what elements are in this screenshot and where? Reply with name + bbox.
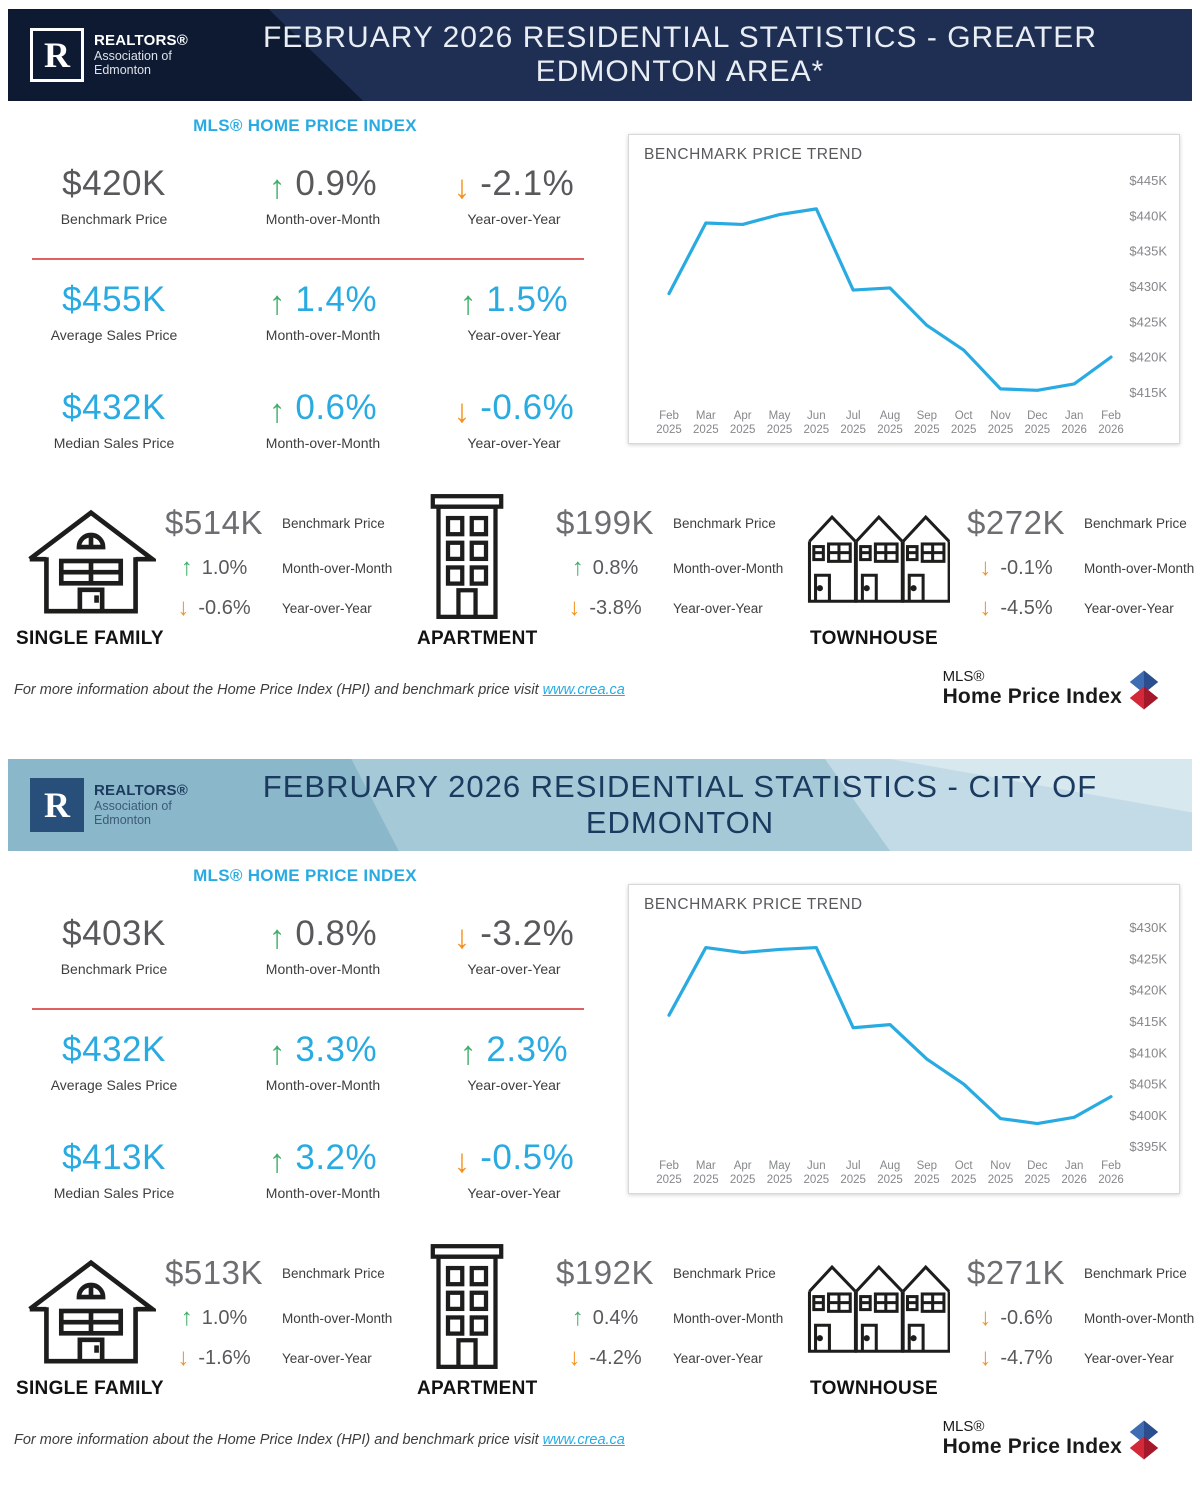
property-mom-value: 0.4%: [592, 1306, 639, 1329]
yoy-value: -2.1%: [480, 164, 575, 203]
benchmark-trend-line-chart: [629, 885, 1179, 1193]
svg-text:Feb: Feb: [1101, 1160, 1121, 1172]
crea-link[interactable]: www.crea.ca: [542, 682, 625, 698]
svg-text:2025: 2025: [1024, 424, 1051, 436]
hpi-stats-block: [0, 114, 610, 464]
property-name: TOWNHOUSE: [810, 628, 938, 649]
property-yoy-label: Year-over-Year: [673, 600, 763, 616]
mom-label: Month-over-Month: [265, 327, 381, 343]
svg-text:Jan: Jan: [1064, 1160, 1084, 1172]
svg-text:$410K: $410K: [1129, 1045, 1167, 1061]
property-yoy-label: Year-over-Year: [1084, 600, 1174, 616]
mom-label: Month-over-Month: [265, 1185, 381, 1201]
svg-text:$430K: $430K: [1129, 920, 1167, 936]
up-arrow-icon: ↑: [268, 917, 286, 955]
mls-hpi-logo-bottom: Home Price Index: [942, 685, 1122, 708]
realtors-r-icon: R: [30, 778, 84, 832]
page-title: FEBRUARY 2026 RESIDENTIAL STATISTICS - GREATER EDMONTON AREA*: [263, 21, 1097, 88]
svg-text:2026: 2026: [1098, 1174, 1124, 1186]
property-name: TOWNHOUSE: [810, 1378, 938, 1399]
section-city-of-edmonton: [0, 750, 1200, 1500]
svg-text:$420K: $420K: [1129, 982, 1167, 998]
benchmark-price-label: Benchmark Price: [60, 211, 168, 227]
stat-row-benchmark: [0, 164, 610, 227]
property-single-family: [14, 482, 406, 657]
svg-text:2025: 2025: [877, 424, 903, 436]
average-price-label: Average Sales Price: [50, 1077, 178, 1093]
svg-text:2026: 2026: [1061, 1174, 1087, 1186]
svg-text:Sep: Sep: [916, 410, 938, 422]
svg-text:2025: 2025: [877, 1174, 903, 1186]
svg-text:2025: 2025: [987, 1174, 1014, 1186]
svg-text:Feb: Feb: [1101, 410, 1121, 422]
svg-text:Sep: Sep: [916, 1160, 938, 1172]
property-yoy-value: -1.6%: [198, 1346, 251, 1369]
mom-value: 0.6%: [295, 388, 378, 427]
median-price-value: $432K: [62, 388, 166, 427]
yoy-value: -0.6%: [480, 388, 575, 427]
townhouse-row-icon: [806, 1260, 950, 1354]
svg-text:Feb: Feb: [659, 1160, 679, 1172]
property-price: $271K: [967, 1254, 1065, 1291]
mls-hpi-diamond-mark-icon: [1128, 1418, 1160, 1462]
svg-text:Nov: Nov: [990, 1160, 1011, 1172]
svg-text:Feb: Feb: [659, 410, 679, 422]
property-name: SINGLE FAMILY: [16, 628, 164, 649]
mom-value: 0.8%: [295, 914, 378, 953]
realtors-r-icon: R: [30, 28, 84, 82]
svg-text:2025: 2025: [766, 424, 793, 436]
svg-text:2025: 2025: [840, 1174, 866, 1186]
property-price: $192K: [556, 1254, 654, 1291]
org-sub1: Association of: [94, 49, 172, 64]
svg-text:Oct: Oct: [954, 1160, 973, 1172]
property-name: APARTMENT: [417, 628, 538, 649]
svg-text:Jun: Jun: [807, 1160, 826, 1172]
townhouse-row-icon: [806, 510, 950, 604]
mls-hpi-diamond-mark-icon: [1128, 668, 1160, 712]
average-price-value: $455K: [62, 280, 166, 319]
svg-text:Oct: Oct: [954, 410, 973, 422]
svg-text:2026: 2026: [1098, 424, 1124, 436]
svg-text:Mar: Mar: [695, 1160, 716, 1172]
yoy-label: Year-over-Year: [467, 961, 561, 977]
mls-hpi-logo-bottom: Home Price Index: [942, 1435, 1122, 1458]
property-yoy-value: -4.2%: [589, 1346, 642, 1369]
property-single-family: [14, 1232, 406, 1407]
down-arrow-icon: ↓: [979, 594, 992, 621]
svg-text:2025: 2025: [693, 424, 719, 436]
down-arrow-icon: ↓: [979, 1344, 992, 1371]
yoy-label: Year-over-Year: [467, 1077, 561, 1093]
average-price-label: Average Sales Price: [50, 327, 178, 343]
svg-text:$445K: $445K: [1129, 173, 1167, 189]
up-arrow-icon: ↑: [459, 1033, 477, 1071]
mls-hpi-logo: [943, 1418, 1160, 1459]
svg-text:$415K: $415K: [1129, 384, 1167, 400]
yoy-value: -3.2%: [480, 914, 575, 953]
stat-row-median: [0, 1138, 610, 1201]
svg-text:2025: 2025: [950, 1174, 977, 1186]
median-price-label: Median Sales Price: [53, 1185, 175, 1201]
property-price: $199K: [556, 504, 654, 541]
svg-text:Dec: Dec: [1027, 1160, 1048, 1172]
average-price-value: $432K: [62, 1030, 166, 1069]
property-price-label: Benchmark Price: [282, 515, 385, 531]
property-yoy-value: -4.7%: [1000, 1346, 1053, 1369]
svg-text:$415K: $415K: [1129, 1013, 1167, 1029]
header-greater-edmonton: [8, 9, 1192, 101]
benchmark-price-trend-chart: [628, 884, 1180, 1194]
svg-text:2025: 2025: [914, 424, 940, 436]
property-type-row: [0, 1232, 1200, 1407]
property-price: $514K: [165, 504, 263, 541]
svg-text:May: May: [768, 410, 791, 422]
property-yoy-value: -4.5%: [1000, 596, 1053, 619]
svg-text:$440K: $440K: [1129, 208, 1167, 224]
property-price-label: Benchmark Price: [1084, 1265, 1187, 1281]
mom-value: 3.3%: [295, 1030, 378, 1069]
realtors-logo-text: [94, 783, 188, 828]
property-mom-label: Month-over-Month: [673, 560, 784, 576]
mom-value: 3.2%: [295, 1138, 378, 1177]
svg-text:2025: 2025: [1024, 1174, 1051, 1186]
svg-text:May: May: [768, 1160, 791, 1172]
mls-hpi-logo-top: MLS®: [942, 668, 985, 685]
down-arrow-icon: ↓: [453, 167, 471, 205]
property-yoy-label: Year-over-Year: [673, 1350, 763, 1366]
red-separator-line: [32, 1008, 584, 1010]
org-sub2: Edmonton: [94, 813, 151, 828]
property-mom-value: -0.1%: [1000, 556, 1053, 579]
down-arrow-icon: ↓: [177, 594, 190, 621]
down-arrow-icon: ↓: [568, 1344, 581, 1371]
footer-note: For more information about the Home Price Index (HPI) and benchmark price visit www.crea.ca: [14, 682, 625, 698]
down-arrow-icon: ↓: [453, 391, 471, 429]
yoy-label: Year-over-Year: [467, 1185, 561, 1201]
svg-text:$430K: $430K: [1129, 279, 1167, 295]
up-arrow-icon: ↑: [268, 167, 286, 205]
yoy-value: -0.5%: [480, 1138, 575, 1177]
property-price: $513K: [165, 1254, 263, 1291]
mom-value: 1.4%: [295, 280, 378, 319]
down-arrow-icon: ↓: [453, 917, 471, 955]
property-price-label: Benchmark Price: [1084, 515, 1187, 531]
hpi-stats-block: [0, 864, 610, 1214]
svg-text:Nov: Nov: [990, 410, 1011, 422]
benchmark-price-value: $420K: [62, 164, 166, 203]
apartment-building-icon: [429, 1242, 505, 1372]
yoy-label: Year-over-Year: [467, 211, 561, 227]
svg-text:$400K: $400K: [1129, 1107, 1167, 1123]
benchmark-price-trend-chart: [628, 134, 1180, 444]
mls-hpi-logo: [943, 668, 1160, 709]
stat-row-average: [0, 1030, 610, 1093]
property-yoy-label: Year-over-Year: [1084, 1350, 1174, 1366]
yoy-value: 1.5%: [486, 280, 569, 319]
footer: [14, 1418, 1160, 1478]
footer-note: For more information about the Home Price Index (HPI) and benchmark price visit www.crea.ca: [14, 1432, 625, 1448]
svg-text:$395K: $395K: [1129, 1139, 1167, 1155]
svg-text:Aug: Aug: [879, 410, 901, 422]
property-mom-value: 0.8%: [592, 556, 639, 579]
svg-text:Jan: Jan: [1064, 410, 1084, 422]
property-apartment: [417, 482, 797, 657]
svg-text:2025: 2025: [987, 424, 1014, 436]
mom-value: 0.9%: [295, 164, 378, 203]
up-arrow-icon: ↑: [180, 554, 193, 581]
property-mom-value: 1.0%: [201, 1306, 248, 1329]
property-mom-label: Month-over-Month: [282, 1310, 393, 1326]
down-arrow-icon: ↓: [453, 1141, 471, 1179]
page-title: FEBRUARY 2026 RESIDENTIAL STATISTICS - CITY OF EDMONTON: [262, 769, 1098, 840]
svg-text:Jul: Jul: [845, 410, 861, 422]
down-arrow-icon: ↓: [979, 1304, 992, 1331]
svg-text:2025: 2025: [729, 424, 756, 436]
mom-label: Month-over-Month: [265, 211, 381, 227]
property-mom-label: Month-over-Month: [673, 1310, 784, 1326]
down-arrow-icon: ↓: [979, 554, 992, 581]
up-arrow-icon: ↑: [571, 1304, 584, 1331]
crea-link[interactable]: www.crea.ca: [542, 1432, 625, 1448]
svg-text:2025: 2025: [803, 1174, 830, 1186]
svg-text:2025: 2025: [950, 424, 977, 436]
svg-text:Jul: Jul: [845, 1160, 861, 1172]
property-price: $272K: [967, 504, 1065, 541]
median-price-label: Median Sales Price: [53, 435, 175, 451]
svg-text:2026: 2026: [1061, 424, 1087, 436]
property-townhouse: [798, 482, 1198, 657]
svg-text:2025: 2025: [656, 424, 682, 436]
svg-text:2025: 2025: [803, 424, 830, 436]
svg-text:2025: 2025: [766, 1174, 793, 1186]
property-yoy-label: Year-over-Year: [282, 600, 372, 616]
property-name: SINGLE FAMILY: [16, 1378, 164, 1399]
up-arrow-icon: ↑: [268, 1033, 286, 1071]
yoy-label: Year-over-Year: [467, 435, 561, 451]
footer: [14, 668, 1160, 728]
property-mom-label: Month-over-Month: [1084, 560, 1195, 576]
benchmark-price-label: Benchmark Price: [60, 961, 168, 977]
svg-text:$405K: $405K: [1129, 1076, 1167, 1092]
property-townhouse: [798, 1232, 1198, 1407]
median-price-value: $413K: [62, 1138, 166, 1177]
property-mom-value: -0.6%: [1000, 1306, 1053, 1329]
red-separator-line: [32, 258, 584, 260]
org-name: REALTORS®: [94, 31, 188, 49]
realtors-logo-text: [94, 33, 188, 78]
chart-title: BENCHMARK PRICE TREND: [644, 896, 863, 913]
yoy-label: Year-over-Year: [467, 327, 561, 343]
realtors-logo: [30, 778, 188, 832]
realtors-logo: [30, 28, 188, 82]
up-arrow-icon: ↑: [180, 1304, 193, 1331]
chart-title: BENCHMARK PRICE TREND: [644, 146, 863, 163]
svg-text:Dec: Dec: [1027, 410, 1048, 422]
up-arrow-icon: ↑: [268, 391, 286, 429]
apartment-building-icon: [429, 492, 505, 622]
svg-text:2025: 2025: [693, 1174, 719, 1186]
stat-row-average: [0, 280, 610, 343]
property-price-label: Benchmark Price: [282, 1265, 385, 1281]
up-arrow-icon: ↑: [268, 1141, 286, 1179]
mom-label: Month-over-Month: [265, 435, 381, 451]
single-family-house-icon: [26, 504, 156, 618]
up-arrow-icon: ↑: [268, 283, 286, 321]
property-yoy-label: Year-over-Year: [282, 1350, 372, 1366]
header-city-of-edmonton: [8, 759, 1192, 851]
property-mom-value: 1.0%: [201, 556, 248, 579]
svg-text:Mar: Mar: [695, 410, 716, 422]
single-family-house-icon: [26, 1254, 156, 1368]
property-yoy-value: -0.6%: [198, 596, 251, 619]
hpi-heading: MLS® HOME PRICE INDEX: [193, 866, 417, 885]
svg-text:2025: 2025: [729, 1174, 756, 1186]
mls-hpi-logo-top: MLS®: [942, 1418, 985, 1435]
down-arrow-icon: ↓: [568, 594, 581, 621]
svg-text:$435K: $435K: [1129, 243, 1167, 259]
org-sub1: Association of: [94, 799, 172, 814]
property-name: APARTMENT: [417, 1378, 538, 1399]
mom-label: Month-over-Month: [265, 961, 381, 977]
up-arrow-icon: ↑: [571, 554, 584, 581]
property-price-label: Benchmark Price: [673, 1265, 776, 1281]
property-mom-label: Month-over-Month: [282, 560, 393, 576]
svg-text:$425K: $425K: [1129, 951, 1167, 967]
org-name: REALTORS®: [94, 781, 188, 799]
property-apartment: [417, 1232, 797, 1407]
benchmark-trend-line-chart: [629, 135, 1179, 443]
svg-text:Apr: Apr: [733, 410, 752, 422]
benchmark-price-value: $403K: [62, 914, 166, 953]
org-sub2: Edmonton: [94, 63, 151, 78]
svg-text:2025: 2025: [656, 1174, 682, 1186]
svg-text:Aug: Aug: [879, 1160, 901, 1172]
down-arrow-icon: ↓: [177, 1344, 190, 1371]
svg-text:Jun: Jun: [807, 410, 826, 422]
svg-text:2025: 2025: [840, 424, 866, 436]
svg-text:Apr: Apr: [733, 1160, 752, 1172]
property-type-row: [0, 482, 1200, 657]
hpi-heading: MLS® HOME PRICE INDEX: [193, 116, 417, 135]
svg-text:2025: 2025: [914, 1174, 940, 1186]
property-yoy-value: -3.8%: [589, 596, 642, 619]
mom-label: Month-over-Month: [265, 1077, 381, 1093]
stat-row-median: [0, 388, 610, 451]
svg-text:$425K: $425K: [1129, 314, 1167, 330]
yoy-value: 2.3%: [486, 1030, 569, 1069]
stat-row-benchmark: [0, 914, 610, 977]
property-mom-label: Month-over-Month: [1084, 1310, 1195, 1326]
up-arrow-icon: ↑: [459, 283, 477, 321]
property-price-label: Benchmark Price: [673, 515, 776, 531]
svg-text:$420K: $420K: [1129, 349, 1167, 365]
